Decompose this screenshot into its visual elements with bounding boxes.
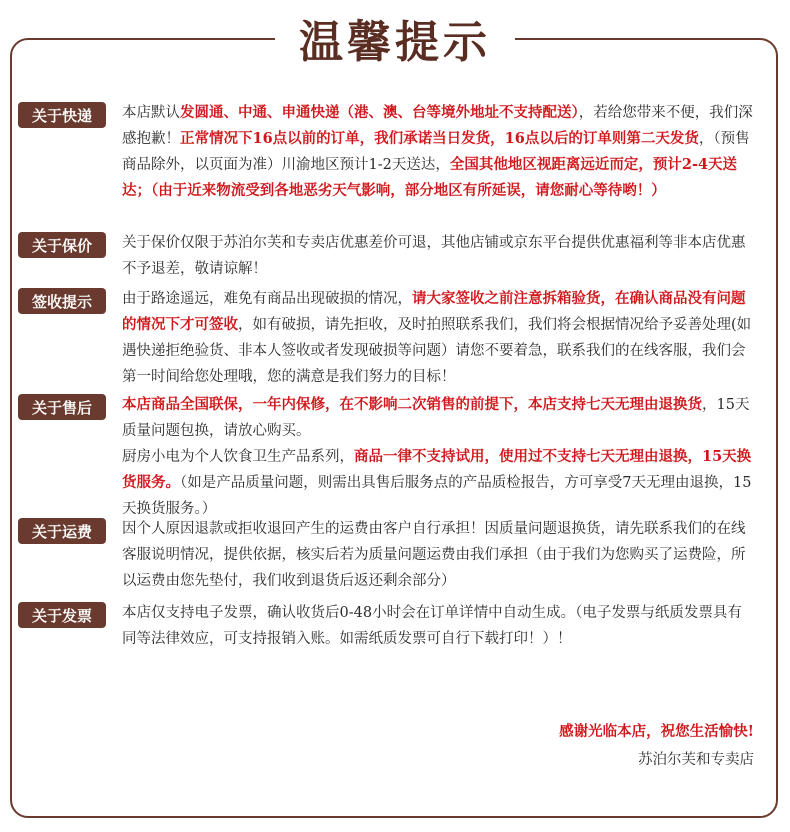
text-fragment: ，若给您带来不便，我们深感抱歉！ — [122, 105, 753, 147]
footer-store-name: 苏泊尔芙和专卖店 — [638, 752, 754, 768]
body-after-sales — [122, 392, 754, 522]
page-title: 温馨提示 — [299, 17, 491, 68]
text-fragment: ，如有破损，请先拒收，及时拍照联系我们，我们将会根据情况给予妥善处理(如遇快递拒绝验货、非本人签收或者发现破损等问题）请您不要着急，联系我们的在线客服，我们会第一时间给您处理哦，您的满意是我们努力的目标！ — [122, 317, 752, 385]
text-fragment: 商品一律不支持试用，使用过不支持七天无理由退换，15天换货服务。 — [122, 448, 752, 491]
section-receipt — [18, 286, 778, 390]
text-fragment: 因个人原因退款或拒收退回产生的运费由客户自行承担！因质量问题退换货，请先联系我们的在线客服说明情况，提供依据，核实后若为质量问题运费由我们承担（由于我们为您购买了运费险，所以运费由您先垫付，我们收到退货后返还剩余部分） — [122, 521, 746, 589]
section-shipping-fee — [18, 516, 778, 594]
text-fragment: 请大家签收之前注意拆箱验货，在确认商品没有问题的情况下才可签收 — [122, 290, 746, 333]
section-invoice — [18, 600, 778, 652]
body-receipt — [122, 286, 754, 390]
tag-delivery: 关于快递 — [18, 102, 106, 128]
section-price-protection — [18, 230, 778, 282]
text-fragment: 关于保价仅限于苏泊尔芙和专卖店优惠差价可退，其他店铺或京东平台提供优惠福利等非本店优惠不予退差，敬请谅解！ — [122, 235, 746, 277]
tag-invoice: 关于发票 — [18, 602, 106, 628]
text-fragment: 本店商品全国联保，一年内保修，在不影响二次销售的前提下，本店支持七天无理由退换货 — [122, 396, 702, 413]
text-fragment: ，15天质量问题包换，请放心购买。 — [122, 397, 750, 439]
body-price-protection — [122, 230, 754, 282]
text-fragment: ，（预售商品除外，以页面为准）川渝地区预计1-2天送达， — [122, 131, 750, 173]
text-fragment: 发圆通、中通、申通快递（港、澳、台等境外地址不支持配送） — [180, 104, 579, 121]
tag-after-sales: 关于售后 — [18, 394, 106, 420]
tag-price-protection: 关于保价 — [18, 232, 106, 258]
text-fragment: 正常情况下16点以前的订单，我们承诺当日发货，16点以后的订单则第二天发货 — [180, 130, 699, 147]
body-invoice — [122, 600, 754, 652]
title-area — [0, 0, 790, 76]
text-fragment: 本店默认 — [122, 105, 180, 121]
footer-thanks: 感谢光临本店，祝您生活愉快! — [559, 723, 754, 740]
text-fragment: 厨房小电为个人饮食卫生产品系列， — [122, 449, 354, 465]
text-fragment: 本店仅支持电子发票，确认收货后0-48小时会在订单详情中自动生成。（电子发票与纸质发票具有同等法律效应，可支持报销入账。如需纸质发票可自行下载打印！）！ — [122, 605, 742, 647]
section-delivery — [18, 100, 778, 204]
tag-receipt: 签收提示 — [18, 288, 106, 314]
text-fragment: （如是产品质量问题，则需出具售后服务点的产品质检报告，方可享受7天无理由退换，15天换货服务。） — [122, 475, 752, 517]
body-shipping-fee — [122, 516, 754, 594]
text-fragment: 全国其他地区视距离远近而定，预计2-4天送达；（由于近来物流受到各地恶劣天气影响，部分地区有所延误，请您耐心等待哟！） — [122, 156, 738, 199]
section-after-sales — [18, 392, 778, 522]
tag-shipping-fee: 关于运费 — [18, 518, 106, 544]
body-delivery — [122, 100, 754, 204]
text-fragment: 由于路途遥远，难免有商品出现破损的情况， — [122, 291, 412, 307]
